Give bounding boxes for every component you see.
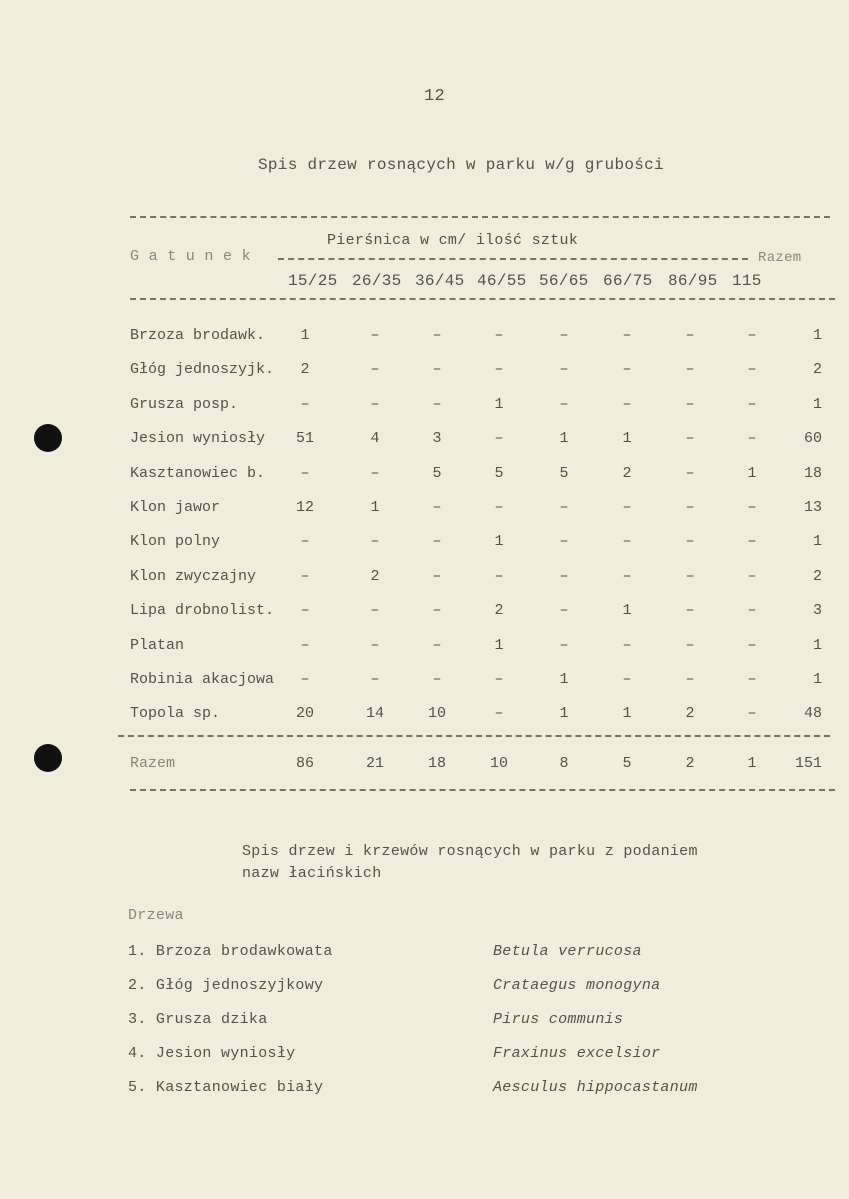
- table-cell: –: [494, 430, 504, 447]
- page-title: Spis drzew rosnących w parku w/g grubości: [258, 156, 664, 174]
- table-cell: –: [685, 637, 695, 654]
- table-cell: 1: [559, 430, 569, 447]
- table-cell: –: [432, 396, 442, 413]
- header-piersnica: Pierśnica w cm/ ilość sztuk: [327, 232, 579, 249]
- table-row-total: 1: [812, 327, 822, 344]
- table-row-name: Brzoza brodawk.: [130, 327, 266, 344]
- class-header-7: 115: [732, 272, 762, 290]
- table-cell: –: [685, 671, 695, 688]
- table-cell: 14: [365, 705, 384, 722]
- table-cell: –: [622, 499, 632, 516]
- class-header-0: 15/25: [288, 272, 338, 290]
- table-cell: 12: [295, 499, 314, 516]
- table-cell: –: [747, 430, 757, 447]
- species-latin-name: Pirus communis: [493, 1011, 624, 1028]
- table-cell: –: [685, 396, 695, 413]
- table-row-name: Klon polny: [130, 533, 221, 550]
- table-cell: –: [494, 327, 504, 344]
- table-cell: –: [494, 671, 504, 688]
- table-cell: 3: [432, 430, 442, 447]
- table-cell: –: [747, 568, 757, 585]
- table-row-total: 1: [812, 533, 822, 550]
- species-polish-name: 1. Brzoza brodawkowata: [128, 943, 333, 960]
- table-cell: 5: [494, 465, 504, 482]
- section-label-drzewa: Drzewa: [128, 907, 184, 924]
- table-cell: –: [685, 361, 695, 378]
- header-gatunek: G a t u n e k: [130, 248, 251, 265]
- table-cell: –: [300, 568, 310, 585]
- class-header-5: 66/75: [603, 272, 653, 290]
- table-cell: –: [432, 671, 442, 688]
- table-cell: –: [559, 568, 569, 585]
- table-cell: –: [370, 533, 380, 550]
- table-cell: 1: [370, 499, 380, 516]
- table-cell: 1: [494, 637, 504, 654]
- table-cell: –: [747, 671, 757, 688]
- table-cell: –: [559, 327, 569, 344]
- table-cell: –: [300, 637, 310, 654]
- table-cell: –: [559, 533, 569, 550]
- table-cell: 4: [370, 430, 380, 447]
- table-row-name: Platan: [130, 637, 185, 654]
- table-cell: 1: [559, 705, 569, 722]
- table-cell: 2: [494, 602, 504, 619]
- table-cell: –: [685, 430, 695, 447]
- table-cell: –: [300, 671, 310, 688]
- sum-cell: 5: [622, 755, 632, 772]
- table-cell: –: [622, 361, 632, 378]
- sum-row-label: Razem: [130, 755, 176, 772]
- table-cell: –: [370, 396, 380, 413]
- table-cell: 1: [747, 465, 757, 482]
- class-header-4: 56/65: [539, 272, 589, 290]
- table-cell: 5: [559, 465, 569, 482]
- table-row-name: Klon jawor: [130, 499, 221, 516]
- table-cell: –: [559, 361, 569, 378]
- subtitle-line-2: nazw łacińskich: [242, 865, 382, 882]
- species-latin-name: Aesculus hippocastanum: [493, 1079, 698, 1096]
- table-row-total: 60: [803, 430, 822, 447]
- table-cell: –: [370, 465, 380, 482]
- table-cell: –: [559, 637, 569, 654]
- table-cell: 2: [622, 465, 632, 482]
- species-polish-name: 5. Kasztanowiec biały: [128, 1079, 324, 1096]
- table-row-name: Robinia akacjowa: [130, 671, 275, 688]
- table-cell: 1: [494, 533, 504, 550]
- page-number: 12: [424, 87, 446, 106]
- header-bottom-rule: [130, 298, 835, 300]
- subtitle-line-1: Spis drzew i krzewów rosnących w parku z podaniem: [242, 843, 698, 860]
- table-cell: –: [494, 705, 504, 722]
- table-cell: –: [300, 533, 310, 550]
- header-dash-left: [278, 258, 748, 260]
- table-cell: –: [432, 361, 442, 378]
- table-cell: –: [494, 361, 504, 378]
- species-latin-name: Fraxinus excelsior: [493, 1045, 661, 1062]
- table-cell: –: [559, 499, 569, 516]
- table-row-name: Kasztanowiec b.: [130, 465, 266, 482]
- class-header-3: 46/55: [477, 272, 527, 290]
- table-cell: –: [685, 499, 695, 516]
- table-row-total: 2: [812, 568, 822, 585]
- table-top-rule: [130, 216, 830, 218]
- table-cell: –: [622, 327, 632, 344]
- table-cell: –: [432, 533, 442, 550]
- sum-cell: 86: [295, 755, 314, 772]
- table-cell: 51: [295, 430, 314, 447]
- table-cell: 1: [622, 705, 632, 722]
- sum-cell: 1: [747, 755, 757, 772]
- table-cell: 2: [300, 361, 310, 378]
- table-cell: –: [370, 671, 380, 688]
- table-row-total: 13: [803, 499, 822, 516]
- punch-hole-bottom: [34, 744, 62, 772]
- sum-cell: 21: [365, 755, 384, 772]
- table-cell: –: [432, 602, 442, 619]
- table-row-name: Grusza posp.: [130, 396, 239, 413]
- table-cell: 2: [685, 705, 695, 722]
- table-row-name: Lipa drobnolist.: [130, 602, 275, 619]
- class-header-2: 36/45: [415, 272, 465, 290]
- table-cell: –: [432, 568, 442, 585]
- table-cell: –: [685, 327, 695, 344]
- table-row-total: 48: [803, 705, 822, 722]
- table-cell: 1: [622, 602, 632, 619]
- table-row-total: 18: [803, 465, 822, 482]
- table-cell: –: [370, 361, 380, 378]
- table-cell: –: [685, 602, 695, 619]
- table-row-name: Głóg jednoszyjk.: [130, 361, 275, 378]
- sum-cell: 2: [685, 755, 695, 772]
- table-row-total: 2: [812, 361, 822, 378]
- table-cell: –: [747, 499, 757, 516]
- table-cell: –: [432, 499, 442, 516]
- class-header-1: 26/35: [352, 272, 402, 290]
- table-cell: 10: [427, 705, 446, 722]
- table-cell: –: [747, 361, 757, 378]
- table-cell: –: [622, 568, 632, 585]
- table-cell: –: [432, 327, 442, 344]
- sum-cell: 10: [489, 755, 508, 772]
- table-cell: –: [494, 568, 504, 585]
- table-cell: –: [622, 671, 632, 688]
- table-cell: –: [622, 533, 632, 550]
- table-cell: –: [747, 705, 757, 722]
- header-razem: Razem: [758, 250, 802, 266]
- table-cell: 1: [300, 327, 310, 344]
- table-cell: –: [747, 602, 757, 619]
- table-cell: –: [300, 602, 310, 619]
- sum-top-rule: [118, 735, 830, 737]
- table-cell: –: [685, 465, 695, 482]
- table-row-name: Jesion wyniosły: [130, 430, 266, 447]
- table-cell: –: [370, 327, 380, 344]
- table-cell: –: [622, 637, 632, 654]
- table-row-name: Klon zwyczajny: [130, 568, 257, 585]
- sum-total: 151: [794, 755, 822, 772]
- sum-cell: 18: [427, 755, 446, 772]
- species-latin-name: Crataegus monogyna: [493, 977, 661, 994]
- table-cell: –: [370, 602, 380, 619]
- table-row-total: 1: [812, 637, 822, 654]
- class-header-6: 86/95: [668, 272, 718, 290]
- table-row-total: 1: [812, 396, 822, 413]
- table-cell: –: [300, 396, 310, 413]
- table-cell: –: [622, 396, 632, 413]
- table-cell: –: [494, 499, 504, 516]
- table-cell: –: [747, 327, 757, 344]
- species-polish-name: 2. Głóg jednoszyjkowy: [128, 977, 324, 994]
- table-cell: –: [685, 568, 695, 585]
- table-cell: –: [685, 533, 695, 550]
- table-cell: –: [432, 637, 442, 654]
- species-latin-name: Betula verrucosa: [493, 943, 642, 960]
- table-bottom-rule: [130, 789, 835, 791]
- table-cell: –: [370, 637, 380, 654]
- table-cell: –: [747, 637, 757, 654]
- punch-hole-top: [34, 424, 62, 452]
- table-cell: –: [559, 396, 569, 413]
- table-cell: –: [747, 533, 757, 550]
- table-cell: 20: [295, 705, 314, 722]
- table-cell: 1: [559, 671, 569, 688]
- table-row-total: 1: [812, 671, 822, 688]
- table-cell: 1: [622, 430, 632, 447]
- table-cell: 1: [494, 396, 504, 413]
- species-polish-name: 4. Jesion wyniosły: [128, 1045, 296, 1062]
- species-polish-name: 3. Grusza dzika: [128, 1011, 268, 1028]
- sum-cell: 8: [559, 755, 569, 772]
- table-cell: –: [559, 602, 569, 619]
- table-cell: –: [300, 465, 310, 482]
- table-cell: 5: [432, 465, 442, 482]
- table-row-name: Topola sp.: [130, 705, 221, 722]
- table-row-total: 3: [812, 602, 822, 619]
- table-cell: –: [747, 396, 757, 413]
- table-cell: 2: [370, 568, 380, 585]
